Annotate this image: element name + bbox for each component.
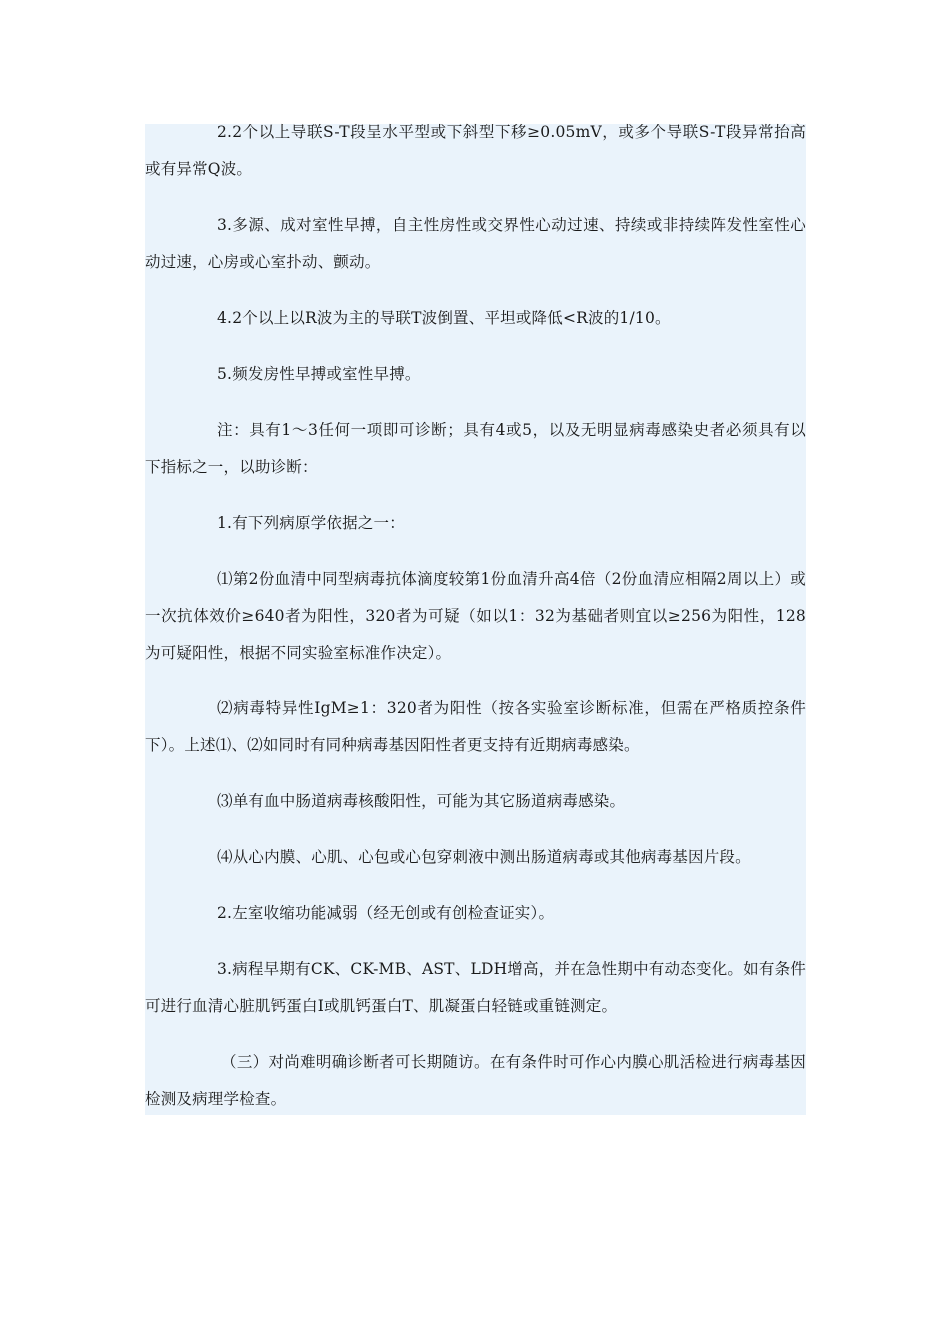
- paragraph-enzymes: 3.病程早期有CK、CK-MB、AST、LDH增高，并在急性期中有动态变化。如有条件可进行血清心脏肌钙蛋白I或肌钙蛋白T、肌凝蛋白轻链或重链测定。: [145, 960, 806, 1015]
- paragraph-nucleic-acid: ⑶单有血中肠道病毒核酸阳性，可能为其它肠道病毒感染。: [217, 792, 626, 810]
- paragraph-gene-fragment: ⑷从心内膜、心肌、心包或心包穿刺液中测出肠道病毒或其他病毒基因片段。: [217, 848, 751, 866]
- paragraph-premature-beats: 5.频发房性早搏或室性早搏。: [217, 365, 421, 383]
- paragraph-igm: ⑵病毒特异性IgM≥1：320者为阳性（按各实验室诊断标准，但需在严格质控条件下）。上述⑴、⑵如同时有同种病毒基因阳性者更支持有近期病毒感染。: [145, 699, 806, 754]
- paragraph-t-wave: 4.2个以上以R波为主的导联T波倒置、平坦或降低<R波的1/10。: [217, 309, 671, 327]
- paragraph-antibody-titer: ⑴第2份血清中同型病毒抗体滴度较第1份血清升高4倍（2份血清应相隔2周以上）或一次抗体效价≥640者为阳性，320者为可疑（如以1：32为基础者则宜以≥256为阳性，128为可疑阳性，根据不同实验室标准作决定）。: [145, 570, 806, 662]
- paragraph-arrhythmia: 3.多源、成对室性早搏，自主性房性或交界性心动过速、持续或非持续阵发性室性心动过速，心房或心室扑动、颤动。: [145, 216, 806, 271]
- paragraph-lv-function: 2.左室收缩功能减弱（经无创或有创检查证实）。: [217, 904, 555, 922]
- paragraph-note: 注：具有1～3任何一项即可诊断；具有4或5，以及无明显病毒感染史者必须具有以下指标之一，以助诊断：: [145, 421, 806, 476]
- paragraph-st-segment: 2.2个以上导联S-T段呈水平型或下斜型下移≥0.05mV，或多个导联S-T段异常抬高或有异常Q波。: [145, 123, 806, 178]
- paragraph-follow-up: （三）对尚难明确诊断者可长期随访。在有条件时可作心内膜心肌活检进行病毒基因检测及病理学检查。: [145, 1053, 806, 1108]
- paragraph-etiology-heading: 1.有下列病原学依据之一：: [217, 514, 405, 532]
